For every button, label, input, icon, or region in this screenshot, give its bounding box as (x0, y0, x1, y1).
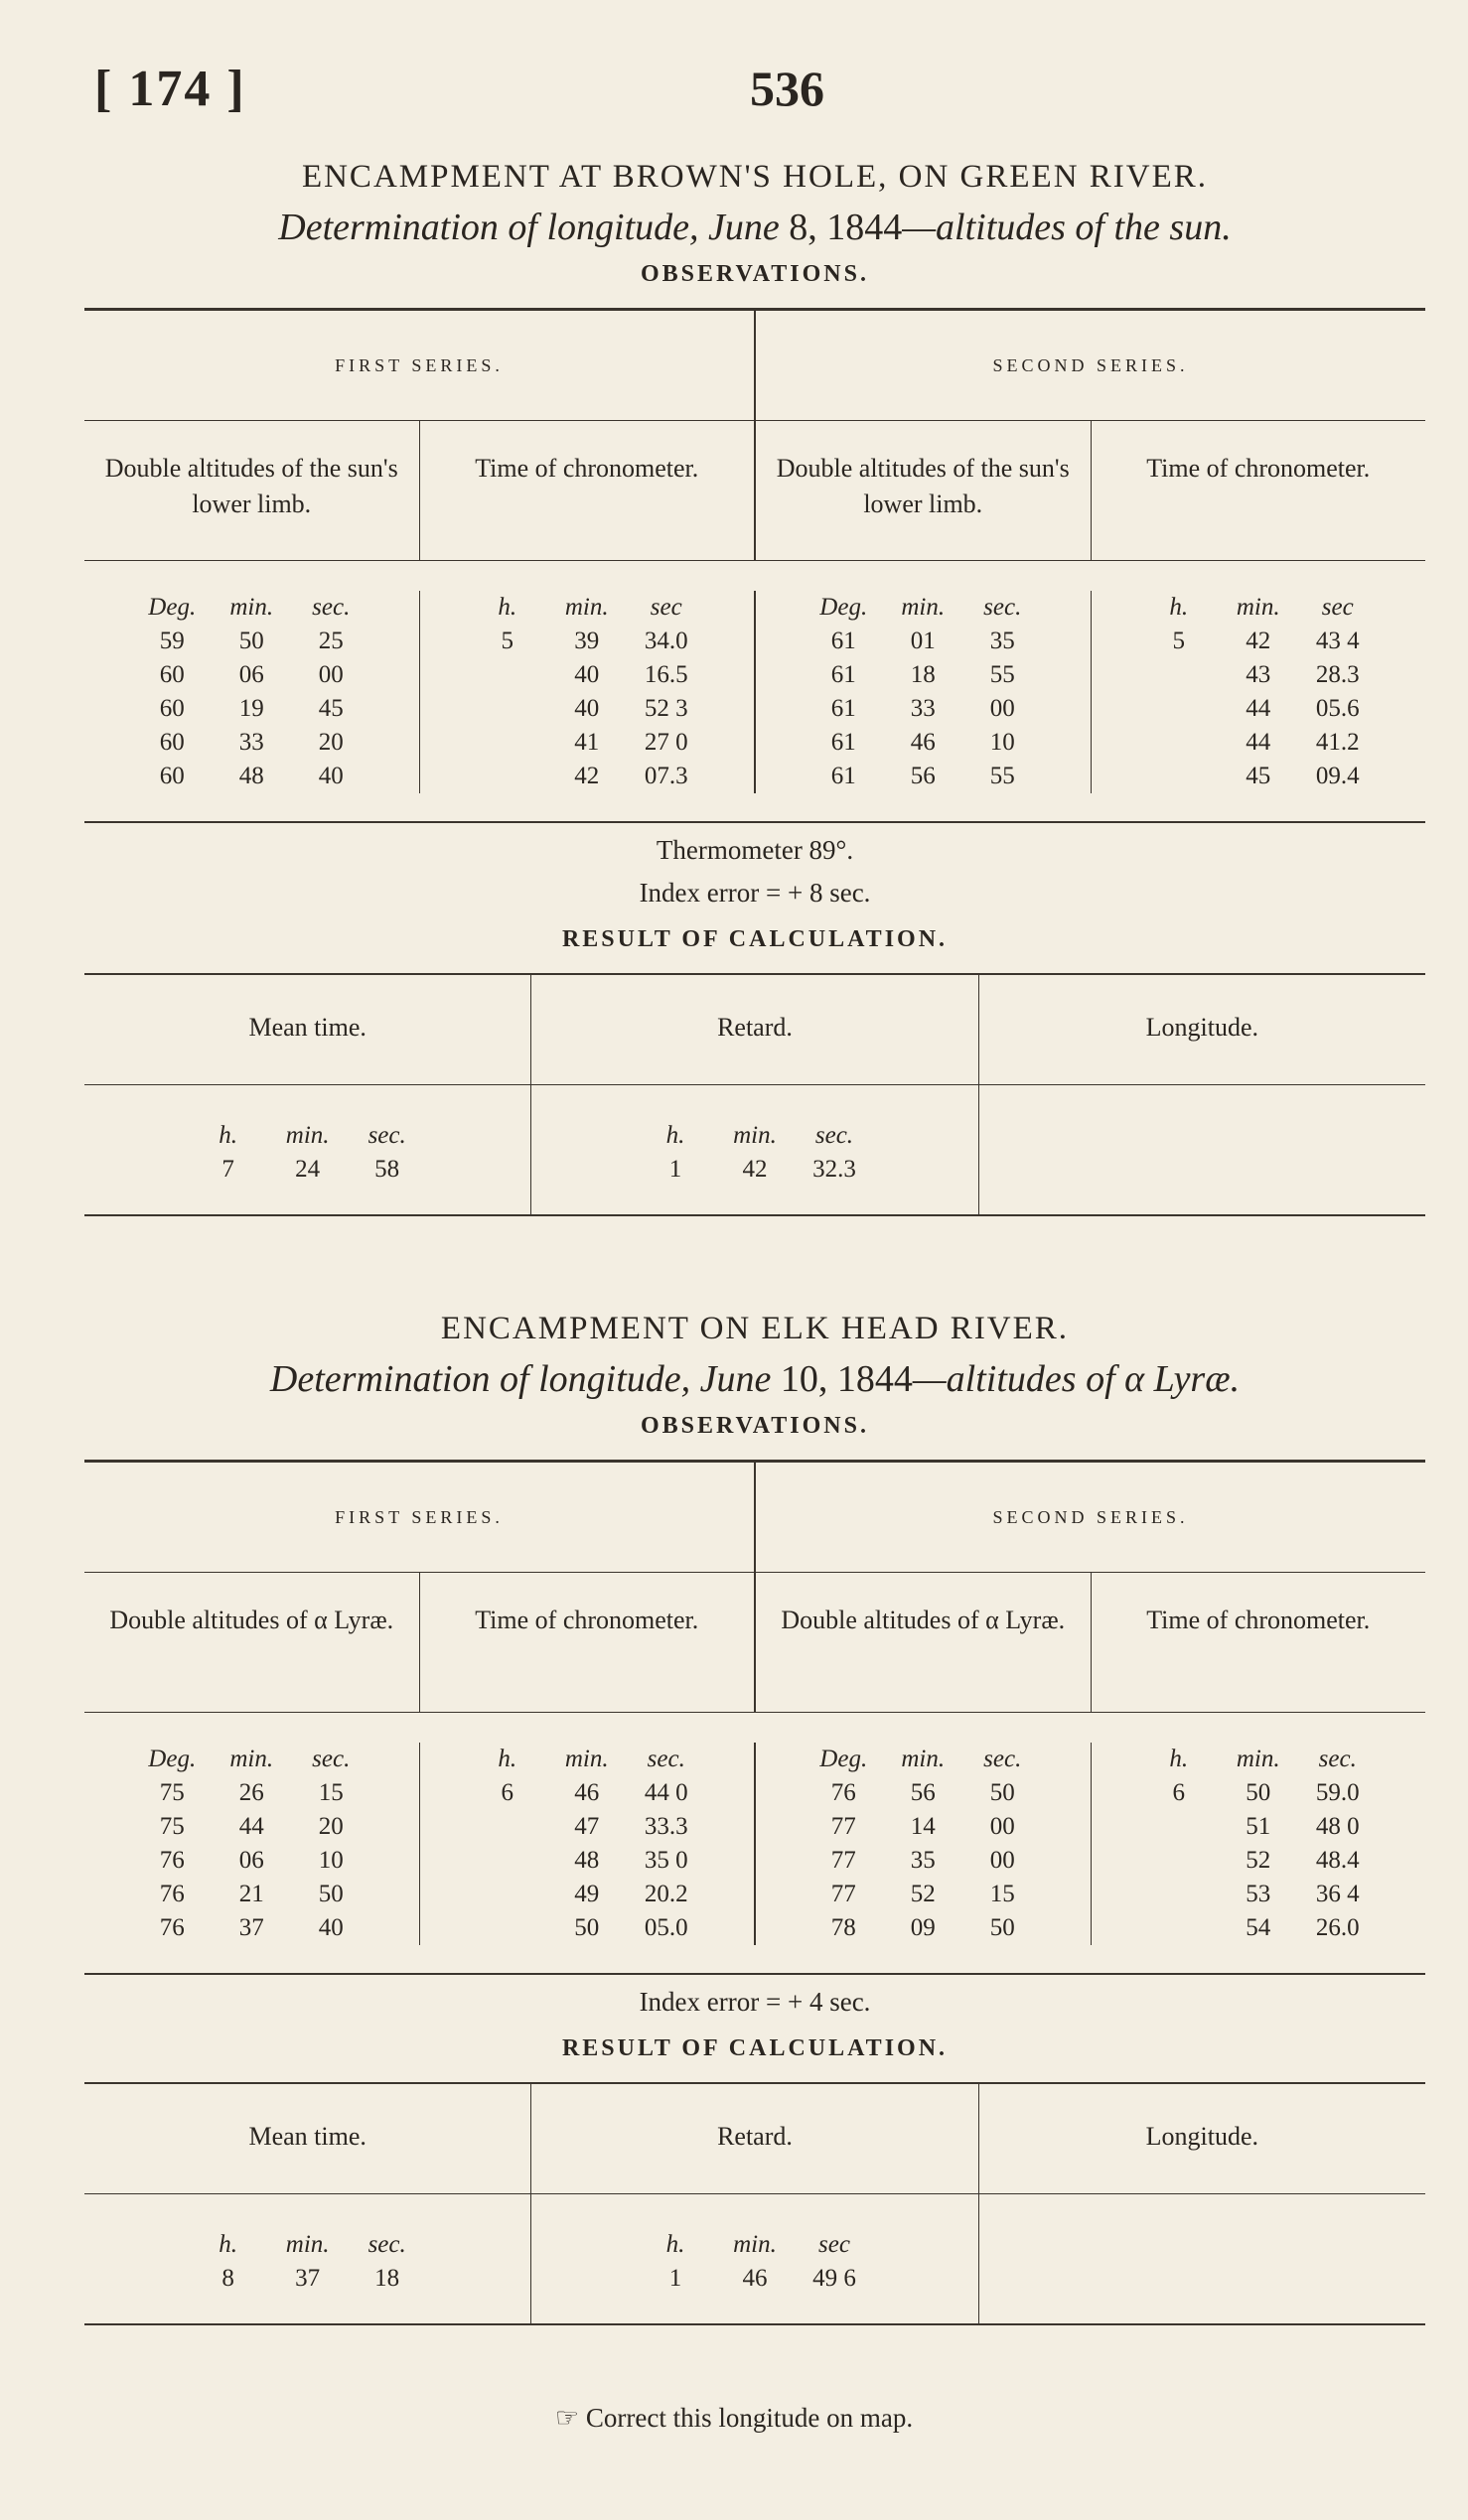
value: 10 (989, 729, 1015, 756)
value (1139, 1844, 1219, 1878)
col-header-time: Time of chronometer. (1091, 421, 1426, 560)
col-header-altitudes: Double altitudes of α Lyræ. (754, 1573, 1091, 1712)
first-series-label: FIRST SERIES. (335, 355, 504, 375)
mean-time-cell (84, 2194, 530, 2323)
value-grid (420, 1743, 755, 1945)
value: 34.0 (644, 628, 688, 654)
col-header-altitudes: Double altitudes of the sun's lower limb. (754, 421, 1091, 560)
longitude-cell (978, 2194, 1425, 2323)
data-row (84, 561, 1425, 821)
unit-label: min. (285, 2231, 330, 2258)
value: 18 (374, 2265, 400, 2292)
value: 78 (830, 1914, 856, 1941)
value: 60 (159, 695, 185, 722)
value: 06 (238, 661, 264, 688)
value (468, 1844, 547, 1878)
value: 48 0 (1315, 1813, 1360, 1840)
first-series-label: FIRST SERIES. (335, 1507, 504, 1527)
unit-label: h. (665, 2231, 685, 2258)
subtitle-tail: —altitudes of the sun. (902, 207, 1232, 248)
value: 07.3 (644, 763, 688, 789)
value: 76 (159, 1881, 185, 1907)
value: 36 4 (1315, 1881, 1360, 1907)
value: 49 6 (812, 2265, 856, 2292)
second-altitudes-cell (754, 1743, 1091, 1945)
value: 50 (574, 1914, 600, 1941)
unit-label: min. (901, 594, 946, 621)
value (1139, 726, 1219, 760)
result-header-retard: Retard. (530, 2084, 977, 2193)
value: 59 (159, 628, 185, 654)
unit-label: sec. (1318, 1746, 1357, 1772)
unit-label: min. (733, 1122, 777, 1149)
unit-label: min. (733, 2231, 777, 2258)
value: 43 (1246, 661, 1271, 688)
section-title: ENCAMPMENT ON ELK HEAD RIVER. (440, 1311, 1070, 1346)
unit-label: sec (650, 594, 682, 621)
value: 05.0 (644, 1914, 688, 1941)
footnote: ☞ Correct this longitude on map. (554, 2403, 914, 2433)
value: 54 (1246, 1914, 1271, 1941)
value: 77 (830, 1847, 856, 1874)
result-header-longitude: Longitude. (978, 975, 1425, 1084)
page-header (94, 60, 1386, 129)
unit-label: h. (498, 594, 517, 621)
value: 50 (989, 1914, 1015, 1941)
value: 61 (830, 695, 856, 722)
value-grid (531, 1119, 977, 1187)
unit-label: min. (564, 1746, 609, 1772)
unit-label: Deg. (148, 594, 197, 621)
value: 77 (830, 1813, 856, 1840)
value: 28.3 (1315, 661, 1360, 688)
value: 10 (318, 1847, 344, 1874)
value: 42 (574, 763, 600, 789)
unit-label: min. (901, 1746, 946, 1772)
value: 37 (238, 1914, 264, 1941)
unit-label: sec. (983, 1746, 1022, 1772)
longitude-cell (978, 1085, 1425, 1214)
value: 59.0 (1315, 1779, 1360, 1806)
col-header-altitudes: Double altitudes of the sun's lower limb. (104, 454, 398, 518)
value: 41.2 (1315, 729, 1360, 756)
value: 05.6 (1315, 695, 1360, 722)
unit-label: sec. (367, 2231, 406, 2258)
value: 00 (989, 1847, 1015, 1874)
value: 06 (238, 1847, 264, 1874)
value: 42 (1246, 628, 1271, 654)
observations-label: OBSERVATIONS. (640, 261, 869, 287)
value: 48 (238, 763, 264, 789)
index-error-note: Index error = + 4 sec. (639, 1987, 871, 2017)
section-subtitle (84, 1357, 1425, 1401)
value: 14 (910, 1813, 936, 1840)
value: 24 (295, 1156, 321, 1183)
result-header-mean-time: Mean time. (248, 2122, 367, 2151)
page-number: 536 (750, 61, 824, 116)
value: 00 (318, 661, 344, 688)
value: 44 (238, 1813, 264, 1840)
value: 76 (159, 1914, 185, 1941)
value: 33.3 (644, 1813, 688, 1840)
unit-label: h. (498, 1746, 517, 1772)
value: 42 (742, 1156, 768, 1183)
series-row (84, 1463, 1425, 1573)
retard-cell (530, 2194, 977, 2323)
value (1139, 1911, 1219, 1945)
unit-label: sec (818, 2231, 850, 2258)
unit-label: min. (1236, 1746, 1280, 1772)
value: 5 (501, 628, 514, 654)
value-grid (84, 2228, 530, 2296)
value (468, 760, 547, 793)
second-series-label: SECOND SERIES. (754, 1463, 1425, 1572)
value: 46 (574, 1779, 600, 1806)
value: 00 (989, 695, 1015, 722)
unit-label: sec (1321, 594, 1354, 621)
value-grid (756, 591, 1091, 793)
value: 46 (742, 2265, 768, 2292)
value: 58 (374, 1156, 400, 1183)
value: 76 (159, 1847, 185, 1874)
value: 76 (830, 1779, 856, 1806)
value-grid (84, 591, 419, 793)
mean-time-cell (84, 1085, 530, 1214)
value: 09.4 (1315, 763, 1360, 789)
unit-label: min. (285, 1122, 330, 1149)
section-subtitle (84, 206, 1425, 249)
value: 40 (574, 661, 600, 688)
value: 50 (989, 1779, 1015, 1806)
result-table (84, 973, 1425, 1216)
second-time-cell (1091, 591, 1426, 793)
value: 32.3 (812, 1156, 856, 1183)
value: 56 (910, 1779, 936, 1806)
value: 16.5 (644, 661, 688, 688)
value (468, 726, 547, 760)
value: 61 (830, 661, 856, 688)
value-grid (1092, 591, 1426, 793)
value: 43 4 (1315, 628, 1360, 654)
value-grid (84, 1743, 419, 1945)
observations-table (84, 1460, 1425, 1975)
first-altitudes-cell (84, 1743, 419, 1945)
result-label: RESULT OF CALCULATION. (561, 926, 949, 952)
value: 45 (1246, 763, 1271, 789)
value: 44 (1246, 729, 1271, 756)
value: 75 (159, 1813, 185, 1840)
subtitle-tail: —altitudes of α Lyræ. (912, 1358, 1241, 1400)
value: 61 (830, 763, 856, 789)
first-time-cell (419, 591, 755, 793)
subtitle-date: 8, 1844 (789, 207, 903, 248)
thermometer-note: Thermometer 89°. (656, 835, 854, 865)
value: 55 (989, 661, 1015, 688)
value: 48.4 (1315, 1847, 1360, 1874)
value: 60 (159, 661, 185, 688)
value: 33 (238, 729, 264, 756)
result-label: RESULT OF CALCULATION. (561, 2035, 949, 2061)
value (468, 1878, 547, 1911)
value (468, 1911, 547, 1945)
value: 6 (501, 1779, 514, 1806)
value-grid (84, 1119, 530, 1187)
value: 27 0 (644, 729, 688, 756)
unit-label: sec. (312, 594, 351, 621)
value: 26 (238, 1779, 264, 1806)
unit-label: Deg. (819, 1746, 868, 1772)
value: 39 (574, 628, 600, 654)
unit-label: min. (564, 594, 609, 621)
retard-cell (530, 1085, 977, 1214)
col-header-time: Time of chronometer. (1091, 1573, 1426, 1712)
value: 75 (159, 1779, 185, 1806)
result-header-retard: Retard. (530, 975, 977, 1084)
unit-label: sec. (647, 1746, 685, 1772)
column-header-row (84, 421, 1425, 561)
value: 35 0 (644, 1847, 688, 1874)
unit-label: Deg. (819, 594, 868, 621)
value (1139, 692, 1219, 726)
value: 47 (574, 1813, 600, 1840)
unit-label: min. (229, 594, 274, 621)
unit-label: sec. (983, 594, 1022, 621)
value: 41 (574, 729, 600, 756)
value (468, 692, 547, 726)
second-altitudes-cell (754, 591, 1091, 793)
section-elk-head-river (84, 1311, 1425, 2325)
value: 5 (1172, 628, 1185, 654)
data-row (84, 1713, 1425, 1973)
unit-label: h. (219, 1122, 238, 1149)
result-data-row (84, 2194, 1425, 2323)
subtitle-lead: Determination of longitude, June (278, 207, 790, 248)
value: 40 (318, 763, 344, 789)
col-header-time: Time of chronometer. (419, 1573, 755, 1712)
value: 52 (1246, 1847, 1271, 1874)
value: 49 (574, 1881, 600, 1907)
value: 46 (910, 729, 936, 756)
value: 37 (295, 2265, 321, 2292)
value (1139, 1810, 1219, 1844)
value: 15 (989, 1881, 1015, 1907)
value: 00 (989, 1813, 1015, 1840)
series-row (84, 311, 1425, 421)
value (468, 658, 547, 692)
value: 25 (318, 628, 344, 654)
value: 60 (159, 763, 185, 789)
value: 8 (221, 2265, 234, 2292)
value: 52 3 (644, 695, 688, 722)
col-header-time: Time of chronometer. (419, 421, 755, 560)
value: 52 (910, 1881, 936, 1907)
value (1139, 658, 1219, 692)
value: 1 (668, 2265, 682, 2292)
value: 40 (574, 695, 600, 722)
unit-label: h. (219, 2231, 238, 2258)
value (1139, 1878, 1219, 1911)
value: 09 (910, 1914, 936, 1941)
value: 51 (1246, 1813, 1271, 1840)
index-error-note: Index error = + 8 sec. (639, 878, 871, 908)
value-grid (531, 2228, 977, 2296)
value: 44 (1246, 695, 1271, 722)
value: 53 (1246, 1881, 1271, 1907)
second-series-label: SECOND SERIES. (754, 311, 1425, 420)
value: 33 (910, 695, 936, 722)
value-grid (1092, 1743, 1426, 1945)
value: 48 (574, 1847, 600, 1874)
value (1139, 760, 1219, 793)
value: 77 (830, 1881, 856, 1907)
unit-label: sec. (814, 1122, 854, 1149)
unit-label: h. (1169, 594, 1189, 621)
value: 50 (318, 1881, 344, 1907)
value: 35 (910, 1847, 936, 1874)
value-grid (420, 591, 755, 793)
value: 50 (238, 628, 264, 654)
value: 35 (989, 628, 1015, 654)
value: 55 (989, 763, 1015, 789)
value: 50 (1246, 1779, 1271, 1806)
result-header-row (84, 2084, 1425, 2194)
section-title: ENCAMPMENT AT BROWN'S HOLE, ON GREEN RIVER. (301, 159, 1209, 195)
value: 56 (910, 763, 936, 789)
observations-table (84, 308, 1425, 823)
value: 18 (910, 661, 936, 688)
value: 15 (318, 1779, 344, 1806)
result-header-row (84, 975, 1425, 1085)
result-header-mean-time: Mean time. (248, 1013, 367, 1042)
value: 01 (910, 628, 936, 654)
value: 7 (221, 1156, 234, 1183)
value-grid (756, 1743, 1091, 1945)
value: 20 (318, 729, 344, 756)
value: 26.0 (1315, 1914, 1360, 1941)
unit-label: h. (1169, 1746, 1189, 1772)
col-header-altitudes: Double altitudes of α Lyræ. (109, 1606, 394, 1634)
result-data-row (84, 1085, 1425, 1214)
unit-label: min. (1236, 594, 1280, 621)
value: 6 (1172, 1779, 1185, 1806)
first-altitudes-cell (84, 591, 419, 793)
value: 40 (318, 1914, 344, 1941)
column-header-row (84, 1573, 1425, 1713)
subtitle-lead: Determination of longitude, June (269, 1358, 781, 1400)
unit-label: sec. (312, 1746, 351, 1772)
first-time-cell (419, 1743, 755, 1945)
section-browns-hole (84, 159, 1425, 1216)
value: 61 (830, 628, 856, 654)
value: 44 0 (644, 1779, 688, 1806)
bracket-page-number: [ 174 ] (94, 61, 246, 117)
value: 1 (668, 1156, 682, 1183)
unit-label: min. (229, 1746, 274, 1772)
value: 45 (318, 695, 344, 722)
unit-label: h. (665, 1122, 685, 1149)
subtitle-date: 10, 1844 (780, 1358, 913, 1400)
result-table (84, 2082, 1425, 2325)
value: 61 (830, 729, 856, 756)
result-header-longitude: Longitude. (978, 2084, 1425, 2193)
value: 19 (238, 695, 264, 722)
second-time-cell (1091, 1743, 1426, 1945)
unit-label: Deg. (148, 1746, 197, 1772)
observations-label: OBSERVATIONS. (640, 1413, 869, 1439)
value (468, 1810, 547, 1844)
unit-label: sec. (367, 1122, 406, 1149)
value: 20 (318, 1813, 344, 1840)
value: 60 (159, 729, 185, 756)
value: 20.2 (644, 1881, 688, 1907)
value: 21 (238, 1881, 264, 1907)
